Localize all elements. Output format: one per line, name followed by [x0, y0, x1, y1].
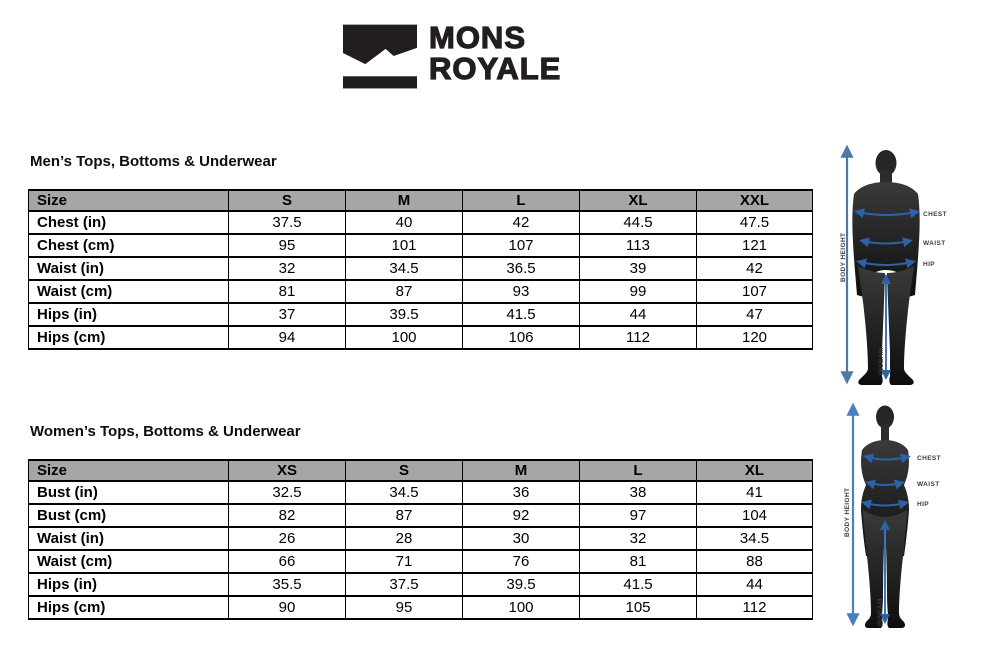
table-cell: 105	[580, 596, 697, 619]
table-row-bust-in	[29, 481, 813, 504]
table-cell: 39.5	[463, 573, 580, 596]
table-row-waist-cm	[29, 550, 813, 573]
table-cell: 112	[697, 596, 813, 619]
table-cell: 82	[229, 504, 346, 527]
table-cell: 34.5	[346, 257, 463, 280]
inseam-label: INSEAM	[878, 347, 885, 375]
column-header-m: M	[463, 460, 580, 481]
table-cell: 90	[229, 596, 346, 619]
table-row-hips-cm	[29, 326, 813, 349]
table-cell: 99	[580, 280, 697, 303]
table-cell: 95	[346, 596, 463, 619]
table-cell: 37.5	[229, 211, 346, 234]
womens-size-table	[28, 459, 813, 620]
table-cell: 36	[463, 481, 580, 504]
table-cell: 107	[697, 280, 813, 303]
row-label: Hips (in)	[29, 573, 229, 596]
column-header-xl: XL	[697, 460, 813, 481]
table-cell: 97	[580, 504, 697, 527]
brand-line-1: MONS	[429, 20, 526, 55]
table-cell: 44.5	[580, 211, 697, 234]
mons-royale-mountain-icon	[343, 24, 417, 89]
column-header-s: S	[229, 190, 346, 211]
table-cell: 42	[463, 211, 580, 234]
table-cell: 44	[697, 573, 813, 596]
table-cell: 101	[346, 234, 463, 257]
table-cell: 36.5	[463, 257, 580, 280]
table-cell: 76	[463, 550, 580, 573]
table-row-hips-in	[29, 303, 813, 326]
table-cell: 40	[346, 211, 463, 234]
table-row-chest-cm	[29, 234, 813, 257]
table-cell: 120	[697, 326, 813, 349]
table-cell: 42	[697, 257, 813, 280]
mens-header-row	[29, 190, 813, 211]
mens-size-table	[28, 189, 813, 350]
waist-label: WAIST	[923, 240, 946, 247]
table-cell: 28	[346, 527, 463, 550]
table-cell: 93	[463, 280, 580, 303]
table-cell: 37	[229, 303, 346, 326]
brand-line-2: ROYALE	[429, 51, 562, 86]
table-cell: 41.5	[463, 303, 580, 326]
column-header-m: M	[346, 190, 463, 211]
table-cell: 32	[229, 257, 346, 280]
table-cell: 100	[463, 596, 580, 619]
table-cell: 81	[580, 550, 697, 573]
table-row-waist-in	[29, 257, 813, 280]
table-cell: 87	[346, 504, 463, 527]
table-cell: 92	[463, 504, 580, 527]
hip-label: HIP	[917, 501, 930, 508]
column-header-size: Size	[29, 460, 229, 481]
table-cell: 35.5	[229, 573, 346, 596]
table-cell: 32.5	[229, 481, 346, 504]
row-label: Hips (cm)	[29, 326, 229, 349]
row-label: Hips (cm)	[29, 596, 229, 619]
table-row-hips-in	[29, 573, 813, 596]
column-header-xxl: XXL	[697, 190, 813, 211]
table-row-chest-in	[29, 211, 813, 234]
table-row-hips-cm	[29, 596, 813, 619]
womens-section-title: Women’s Tops, Bottoms & Underwear	[30, 423, 301, 440]
row-label: Bust (in)	[29, 481, 229, 504]
table-cell: 100	[346, 326, 463, 349]
table-cell: 41.5	[580, 573, 697, 596]
table-cell: 71	[346, 550, 463, 573]
womens-header-row	[29, 460, 813, 481]
table-cell: 41	[697, 481, 813, 504]
table-cell: 94	[229, 326, 346, 349]
table-cell: 26	[229, 527, 346, 550]
table-cell: 39.5	[346, 303, 463, 326]
row-label: Waist (cm)	[29, 550, 229, 573]
column-header-xs: XS	[229, 460, 346, 481]
row-label: Chest (in)	[29, 211, 229, 234]
table-row-bust-cm	[29, 504, 813, 527]
row-label: Hips (in)	[29, 303, 229, 326]
column-header-xl: XL	[580, 190, 697, 211]
table-cell: 95	[229, 234, 346, 257]
table-cell: 44	[580, 303, 697, 326]
table-cell: 112	[580, 326, 697, 349]
table-cell: 32	[580, 527, 697, 550]
table-cell: 121	[697, 234, 813, 257]
column-header-l: L	[580, 460, 697, 481]
inseam-label: INSEAM	[877, 598, 884, 626]
table-cell: 39	[580, 257, 697, 280]
row-label: Waist (in)	[29, 527, 229, 550]
body-height-label: BODY HEIGHT	[840, 232, 847, 282]
table-cell: 66	[229, 550, 346, 573]
table-row-waist-cm	[29, 280, 813, 303]
table-cell: 104	[697, 504, 813, 527]
mens-section-title: Men’s Tops, Bottoms & Underwear	[30, 153, 277, 170]
column-header-l: L	[463, 190, 580, 211]
table-cell: 107	[463, 234, 580, 257]
table-cell: 34.5	[697, 527, 813, 550]
row-label: Waist (in)	[29, 257, 229, 280]
table-cell: 81	[229, 280, 346, 303]
body-height-label: BODY HEIGHT	[844, 487, 851, 537]
table-cell: 87	[346, 280, 463, 303]
chest-label: CHEST	[917, 455, 942, 462]
row-label: Waist (cm)	[29, 280, 229, 303]
table-cell: 113	[580, 234, 697, 257]
hip-label: HIP	[923, 261, 936, 268]
table-cell: 88	[697, 550, 813, 573]
column-header-size: Size	[29, 190, 229, 211]
table-cell: 38	[580, 481, 697, 504]
brand-wordmark	[429, 22, 561, 84]
column-header-s: S	[346, 460, 463, 481]
table-cell: 106	[463, 326, 580, 349]
waist-label: WAIST	[917, 481, 940, 488]
table-cell: 47.5	[697, 211, 813, 234]
table-cell: 47	[697, 303, 813, 326]
table-cell: 37.5	[346, 573, 463, 596]
male-body-measurement-diagram	[838, 142, 980, 392]
row-label: Bust (cm)	[29, 504, 229, 527]
female-body-measurement-diagram	[838, 400, 980, 635]
table-cell: 30	[463, 527, 580, 550]
chest-label: CHEST	[923, 211, 948, 218]
table-cell: 34.5	[346, 481, 463, 504]
row-label: Chest (cm)	[29, 234, 229, 257]
table-row-waist-in	[29, 527, 813, 550]
mons-royale-logo	[343, 22, 561, 89]
